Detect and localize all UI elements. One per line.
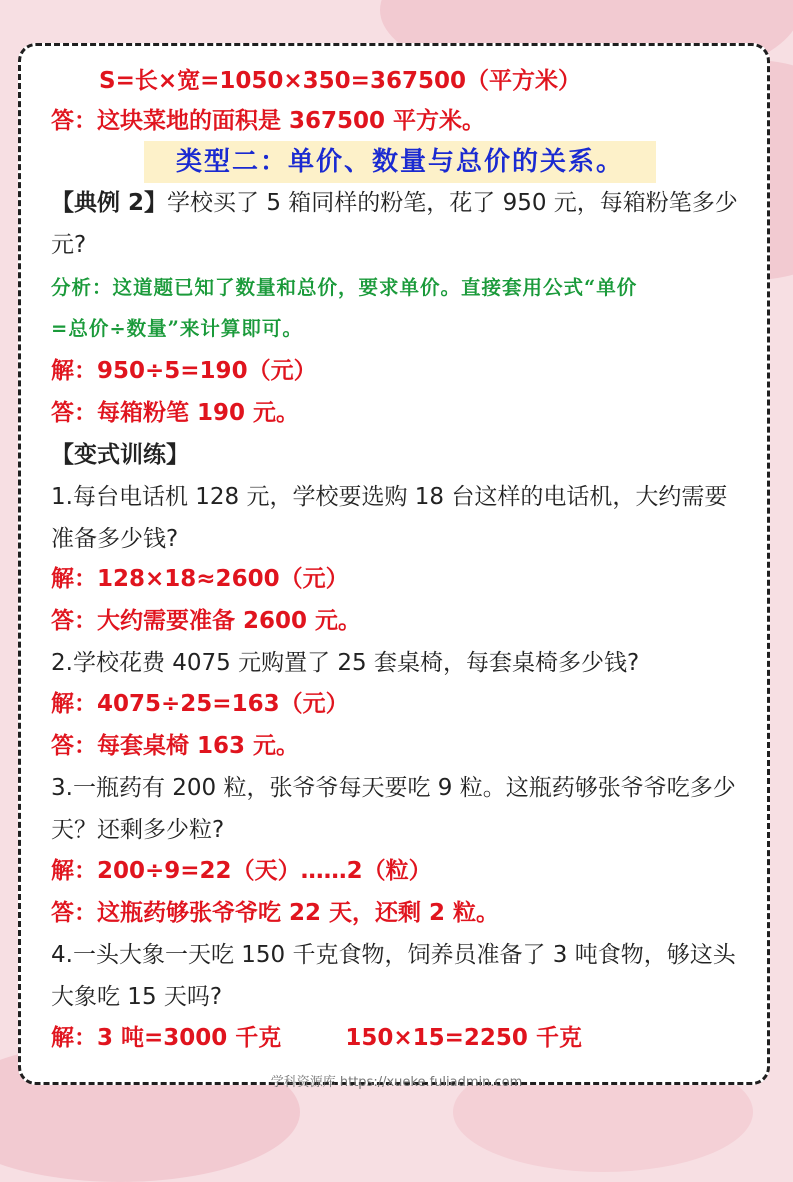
exercise-heading: 【变式训练】: [51, 442, 189, 468]
example-line-cont: 元?: [51, 232, 87, 258]
solution-line: 解：3 吨=3000 千克 150×15=2250 千克: [51, 1025, 582, 1051]
question-line-cont: 大象吃 15 天吗?: [51, 984, 223, 1010]
answer-line: 答：大约需要准备 2600 元。: [51, 608, 362, 634]
analysis-line: 分析：这道题已知了数量和总价，要求单价。直接套用公式“单价: [51, 276, 638, 299]
question-line-cont: 天？还剩多少粒?: [51, 817, 225, 843]
question-line: 2.学校花费 4075 元购置了 25 套桌椅，每套桌椅多少钱?: [51, 650, 640, 676]
solution-line: 解：200÷9=22（天）……2（粒）: [51, 858, 432, 884]
footer-watermark: 学科资源库 https://xueke.fuliadmin.com: [270, 1075, 523, 1090]
answer-line: 答：每套桌椅 163 元。: [51, 733, 300, 759]
solution-line: 解：4075÷25=163（元）: [51, 691, 349, 717]
analysis-line-cont: =总价÷数量”来计算即可。: [51, 317, 303, 340]
question-line-cont: 准备多少钱?: [51, 526, 179, 552]
content-card: [18, 43, 770, 1085]
section-heading: 类型二：单价、数量与总价的关系。: [144, 141, 656, 183]
answer-line: 答：这块菜地的面积是 367500 平方米。: [51, 108, 486, 134]
example-text: 学校买了 5 箱同样的粉笔，花了 950 元，每箱粉笔多少: [167, 190, 738, 216]
solution-line: 解：128×18≈2600（元）: [51, 566, 349, 592]
solution-line: 解：950÷5=190（元）: [51, 358, 317, 384]
example-line: [51, 188, 738, 218]
example-label: 【典例 2】: [51, 190, 168, 216]
question-line: 3.一瓶药有 200 粒，张爷爷每天要吃 9 粒。这瓶药够张爷爷吃多少: [51, 775, 736, 801]
formula-line: S=长×宽=1050×350=367500（平方米）: [99, 68, 581, 94]
question-line: 1.每台电话机 128 元，学校要选购 18 台这样的电话机，大约需要: [51, 484, 728, 510]
answer-line: 答：每箱粉笔 190 元。: [51, 400, 300, 426]
answer-line: 答：这瓶药够张爷爷吃 22 天，还剩 2 粒。: [51, 900, 500, 926]
question-line: 4.一头大象一天吃 150 千克食物，饲养员准备了 3 吨食物，够这头: [51, 942, 736, 968]
